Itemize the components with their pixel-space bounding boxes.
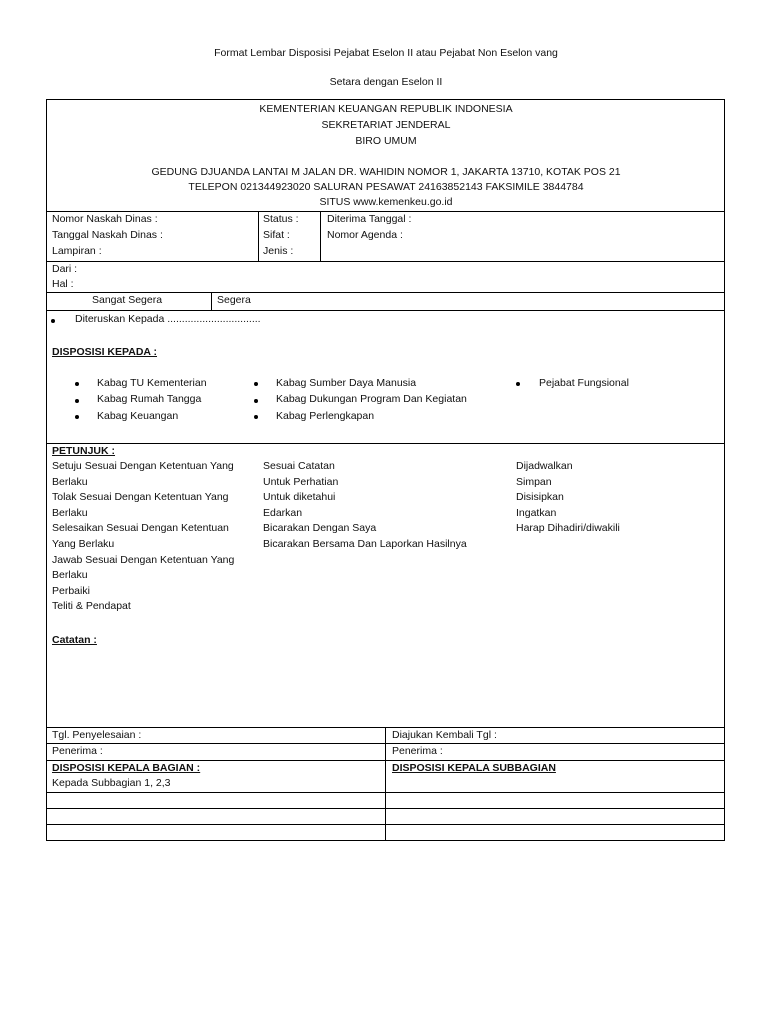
form-title-line1: Format Lembar Disposisi Pejabat Eselon II atau Pejabat Non Eselon vang xyxy=(214,47,558,59)
address-line: GEDUNG DJUANDA LANTAI M JALAN DR. WAHIDIN NOMOR 1, JAKARTA 13710, KOTAK POS 21 xyxy=(151,166,621,178)
instruction-item: Edarkan xyxy=(263,506,303,519)
list-bullet xyxy=(75,382,79,386)
instructions-column-3 xyxy=(516,459,620,537)
penerima-right-label: Penerima : xyxy=(392,745,443,757)
tanggal-naskah-label: Tanggal Naskah Dinas : xyxy=(52,229,163,241)
instruction-item: Dijadwalkan xyxy=(516,460,573,472)
instructions-column-2 xyxy=(263,459,467,553)
disposition-item: Pejabat Fungsional xyxy=(539,377,629,389)
instruction-item: Perbaiki xyxy=(52,584,90,597)
penerima-left-label: Penerima : xyxy=(52,745,103,757)
instruction-item: Setuju Sesuai Dengan Ketentuan Yang xyxy=(52,460,234,472)
rule-after-letterhead xyxy=(46,211,725,212)
instruction-item: Disisipkan xyxy=(516,491,564,504)
list-bullet xyxy=(254,399,258,403)
list-bullet xyxy=(516,382,520,386)
disposition-title: DISPOSISI KEPADA : xyxy=(52,346,158,358)
forward-bullet xyxy=(51,319,55,323)
instruction-item: Yang Berlaku xyxy=(52,537,115,550)
instructions-column-1 xyxy=(52,459,234,615)
rule-after-disposition xyxy=(46,443,725,444)
disposition-item: Kabag Dukungan Program Dan Kegiatan xyxy=(276,393,467,405)
diterima-tanggal-label: Diterima Tanggal : xyxy=(327,213,412,225)
instruction-item: Sesuai Catatan xyxy=(263,460,335,472)
rule-after-from xyxy=(46,292,725,293)
disposition-item: Kabag Perlengkapan xyxy=(276,410,375,422)
status-label: Status : xyxy=(263,213,299,225)
jenis-label: Jenis : xyxy=(263,245,294,257)
tgl-penyelesaian-label: Tgl. Penyelesaian : xyxy=(52,729,142,741)
diajukan-kembali-label: Diajukan Kembali Tgl : xyxy=(392,729,497,741)
urgency-urgent: Segera xyxy=(217,294,251,306)
instruction-item: Tolak Sesuai Dengan Ketentuan Yang xyxy=(52,491,229,504)
instruction-item: Berlaku xyxy=(52,475,88,488)
rule-after-urgency xyxy=(46,310,725,311)
bureau-name: BIRO UMUM xyxy=(355,135,417,147)
disposition-item: Kabag Sumber Daya Manusia xyxy=(276,377,417,389)
ministry-name: KEMENTERIAN KEUANGAN REPUBLIK INDONESIA xyxy=(259,103,513,115)
rule-after-info xyxy=(46,261,725,262)
lampiran-label: Lampiran : xyxy=(52,245,102,257)
info-divider-1 xyxy=(258,211,259,261)
instruction-item: Bicarakan Bersama Dan Laporkan Hasilnya xyxy=(263,537,467,550)
notes-title: Catatan : xyxy=(52,634,97,646)
sifat-label: Sifat : xyxy=(263,229,290,241)
instruction-item: Teliti & Pendapat xyxy=(52,600,131,613)
instruction-item: Harap Dihadiri/diwakili xyxy=(516,522,620,535)
info-divider-2 xyxy=(320,211,321,261)
instruction-item: Untuk Perhatian xyxy=(263,475,339,488)
instruction-item: Selesaikan Sesuai Dengan Ketentuan xyxy=(52,522,229,535)
website-line: SITUS www.kemenkeu.go.id xyxy=(319,196,453,208)
instructions-title: PETUNJUK : xyxy=(52,445,116,457)
instruction-item: Ingatkan xyxy=(516,506,557,519)
urgency-divider xyxy=(211,292,212,310)
list-bullet xyxy=(254,415,258,419)
form-title-line2: Setara dengan Eselon II xyxy=(329,76,443,88)
bottom-divider xyxy=(385,727,386,841)
dari-label: Dari : xyxy=(52,263,78,275)
instruction-item: Simpan xyxy=(516,475,552,488)
instruction-item: Untuk diketahui xyxy=(263,491,336,504)
disposition-item: Kabag TU Kementerian xyxy=(97,377,207,389)
instruction-item: Berlaku xyxy=(52,506,88,519)
kabag-disposition-title: DISPOSISI KEPALA BAGIAN : xyxy=(52,762,201,774)
nomor-agenda-label: Nomor Agenda : xyxy=(327,229,403,241)
secretariat-name: SEKRETARIAT JENDERAL xyxy=(321,119,451,131)
instruction-item: Berlaku xyxy=(52,569,88,582)
list-bullet xyxy=(75,415,79,419)
list-bullet xyxy=(75,399,79,403)
kepada-subbagian-text: Kepada Subbagian 1, 2,3 xyxy=(52,777,171,789)
kasubbag-disposition-title: DISPOSISI KEPALA SUBBAGIAN xyxy=(392,762,556,774)
disposition-item: Kabag Keuangan xyxy=(97,410,179,422)
instruction-item: Jawab Sesuai Dengan Ketentuan Yang xyxy=(52,553,235,566)
instruction-item: Bicarakan Dengan Saya xyxy=(263,522,377,535)
phone-line: TELEPON 021344923020 SALURAN PESAWAT 24163852143 FAKSIMILE 3844784 xyxy=(188,181,584,193)
nomor-naskah-label: Nomor Naskah Dinas : xyxy=(52,213,158,225)
forward-line: Diteruskan Kepada ................................ xyxy=(75,313,261,325)
disposition-item: Kabag Rumah Tangga xyxy=(97,393,202,405)
hal-label: Hal : xyxy=(52,278,74,290)
list-bullet xyxy=(254,382,258,386)
urgency-very-urgent: Sangat Segera xyxy=(92,294,163,306)
